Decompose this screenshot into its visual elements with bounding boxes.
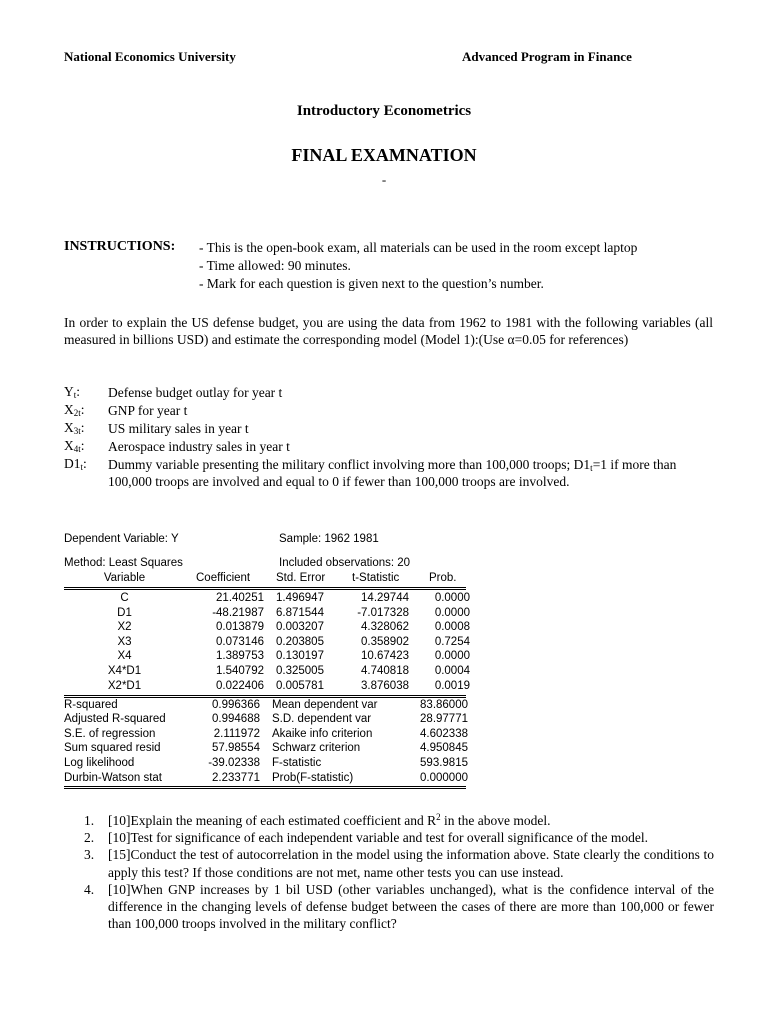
cell-coefficient: -48.21987 [212,606,264,619]
column-header: Prob. [429,572,457,584]
variable-description: Dummy variable presenting the military conflict involving more than 100,000 troops; $D1_t=1$ if more than 100,000 troops are involved and equal to 0 if fewer than 100,000 troops are involved. [108,457,677,489]
question-item [84,829,714,846]
cell-t-statistic: 3.876038 [361,679,409,692]
dependent-variable: Dependent Variable: Y [64,533,179,545]
question-number: 4. [84,881,95,897]
cell-coefficient: 21.40251 [216,592,264,604]
cell-variable: X4*D1 [107,665,142,677]
cell-std-error: 0.005781 [276,679,324,692]
variable-description: GNP for year t [108,403,188,418]
estimation-method: Method: Least Squares [64,557,183,569]
table-row [64,649,470,664]
instruction-line: - Time allowed: 90 minutes. [199,258,351,273]
stat-row [64,741,466,756]
cell-t-statistic: -7.017328 [357,606,409,619]
cell-prob: 0.0000 [434,606,470,619]
cell-t-statistic: 0.358902 [361,635,409,648]
variable-symbol: $X_{4t}$: [64,438,85,454]
cell-std-error: 0.325005 [276,665,324,677]
superscript: 2 [436,812,441,822]
cell-coefficient: 0.073146 [216,635,264,648]
table-row [64,664,470,679]
variable-symbol: $X_{3t}$: [64,420,85,436]
stat-row [64,698,466,713]
stat-value: 2.111972 [213,727,260,740]
cell-coefficient: 0.022406 [216,679,264,692]
question-item [84,846,714,880]
cell-variable: X2 [117,621,132,634]
instruction-line: - Mark for each question is given next to the question’s number. [199,276,544,291]
question-text: [10]When GNP increases by 1 bil USD (other variables unchanged), what is the confidence interval of the difference in the changing levels of defense budget between the cases of there are more than 100,000 or fewer than 100,000 troops involved in the military conflict? [108,881,714,932]
cell-coefficient: 1.389753 [216,650,264,663]
cell-t-statistic: 14.29744 [361,592,409,604]
cell-std-error: 0.130197 [276,650,324,663]
table-row [64,679,470,694]
table-rule [64,786,466,787]
cell-std-error: 6.871544 [276,606,324,619]
variable-symbol: $Y_t$: [64,384,81,400]
stat-label: S.E. of regression [64,727,156,740]
table-rule [64,587,466,588]
stat-label: Mean dependent var [272,698,378,711]
header-university: National Economics University [64,49,236,64]
stat-label: F-statistic [272,756,322,769]
stat-value: 28.97771 [420,713,468,726]
column-header: Variable [103,572,146,584]
title-dash: - [381,172,387,187]
header-program: Advanced Program in Finance [462,49,632,64]
cell-variable: X3 [117,635,132,648]
variable-symbol: $X_{2t}$: [64,402,85,418]
cell-coefficient: 0.013879 [216,621,264,634]
table-row [64,606,470,621]
question-number: 2. [84,830,95,846]
stat-row [64,756,466,771]
column-header: t-Statistic [352,572,400,584]
cell-prob: 0.0000 [434,650,470,663]
question-list [84,812,714,932]
stat-row [64,727,466,742]
stat-label: Akaike info criterion [272,727,373,740]
column-header: Coefficient [196,572,251,584]
table-rule [64,695,466,696]
cell-prob: 0.0008 [434,621,470,634]
stat-label: Durbin-Watson stat [64,771,162,784]
intro-paragraph: In order to explain the US defense budget, you are using the data from 1962 to 1981 with the following variables (all measured in billions USD) and estimate the corresponding model (Model 1):(Use α=0.05 for references) [64,315,713,347]
cell-variable: X4 [117,650,132,663]
table-rule [64,788,466,789]
variable-description: Aerospace industry sales in year t [108,439,290,454]
variable-description: US military sales in year t [108,421,249,436]
table-row [64,591,470,606]
stat-value: 593.9815 [420,756,468,769]
sample-range: Sample: 1962 1981 [279,533,379,545]
stat-value: 4.950845 [420,742,468,755]
cell-t-statistic: 4.740818 [361,665,409,677]
cell-prob: 0.0004 [434,665,470,677]
cell-variable: D1 [117,606,132,619]
cell-variable: X2*D1 [107,679,142,692]
included-observations: Included observations: 20 [279,557,411,569]
stat-value: -39.02338 [208,756,260,769]
stat-label: Schwarz criterion [272,742,361,755]
course-title: Introductory Econometrics [296,103,472,119]
stat-row [64,771,466,786]
question-number: 1. [84,813,95,828]
variable-symbol: $D1_t$: [64,456,87,472]
stat-value: 2.233771 [212,771,260,784]
cell-std-error: 0.203805 [276,635,324,648]
stat-label: Log likelihood [64,756,135,769]
table-row [64,620,470,635]
table-row [64,635,470,650]
question-text: [10]Test for significance of each independent variable and test for overall significance of the model. [108,830,648,846]
variable-description: Defense budget outlay for year t [108,385,283,400]
stat-value: 0.000000 [420,771,468,784]
table-rule [64,589,466,590]
cell-std-error: 0.003207 [276,621,324,634]
stat-row [64,712,466,727]
instruction-line: - This is the open-book exam, all materials can be used in the room except laptop [199,240,638,255]
cell-prob: 0.0019 [434,679,470,692]
cell-prob: 0.0000 [434,592,470,604]
cell-std-error: 1.496947 [276,592,324,604]
column-header: Std. Error [276,572,326,584]
question-number: 3. [84,847,95,863]
question-item [84,881,714,933]
question-text: [15]Conduct the test of autocorrelation in the model using the information above. State clearly the conditions to apply this test? If those conditions are not met, name other tests you can use instead. [108,847,714,880]
question-text: [10]Explain the meaning of each estimated coefficient and R [108,813,437,828]
stat-label: Sum squared resid [64,742,161,755]
stat-label: Adjusted R-squared [64,713,166,726]
cell-coefficient: 1.540792 [216,665,264,677]
exam-title: FINAL EXAMNATION [291,145,477,165]
question-text: in the above model. [440,813,551,828]
cell-t-statistic: 10.67423 [361,650,409,663]
stat-value: 83.86000 [420,698,468,711]
stat-value: 4.602338 [420,727,468,740]
cell-t-statistic: 4.328062 [361,621,409,634]
stat-value: 0.994688 [212,713,260,726]
stat-label: R-squared [64,698,118,711]
question-item [84,812,714,829]
stat-value: 57.98554 [212,742,260,755]
stat-value: 0.996366 [212,698,260,711]
instructions-label: INSTRUCTIONS: [64,239,176,254]
cell-prob: 0.7254 [434,635,470,648]
stat-label: S.D. dependent var [272,713,372,726]
cell-variable: C [120,592,129,604]
stat-label: Prob(F-statistic) [272,771,354,784]
